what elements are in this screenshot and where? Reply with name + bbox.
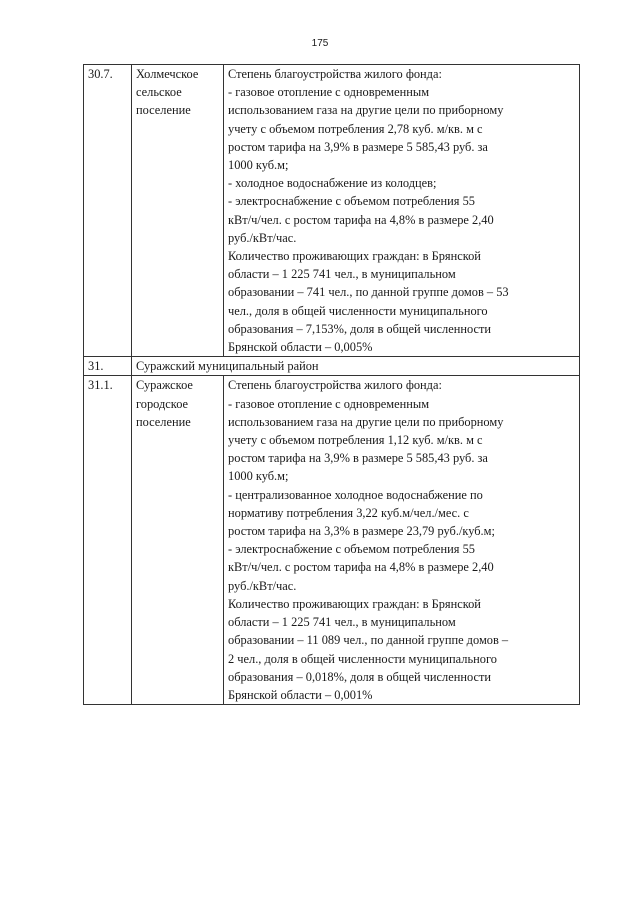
settlement-name [132, 376, 224, 705]
text-line: руб./кВт/час. [228, 578, 297, 593]
text-line: образования – 0,018%, доля в общей численности [228, 669, 492, 684]
name-line: Суражское [136, 378, 193, 393]
text-line: Брянской области – 0,001% [228, 687, 373, 702]
name-line: Холмечское [136, 67, 199, 81]
table-row [84, 65, 580, 357]
text-line: - электроснабжение с объемом потребления 55 [228, 194, 475, 209]
text-line: ростом тарифа на 3,3% в размере 23,79 руб./куб.м; [228, 524, 495, 539]
text-line: использованием газа на другие цели по приборному [228, 103, 504, 118]
text-line: образовании – 741 чел., по данной группе домов – 53 [228, 285, 509, 300]
text-line: учету с объемом потребления 2,78 куб. м/кв. м с [228, 121, 483, 136]
text-line: ростом тарифа на 3,9% в размере 5 585,43 руб. за [228, 139, 488, 154]
text-line: ростом тарифа на 3,9% в размере 5 585,43 руб. за [228, 451, 488, 466]
description-cell [224, 65, 580, 357]
text-line: - электроснабжение с объемом потребления 55 [228, 542, 475, 557]
text-line: кВт/ч/чел. с ростом тарифа на 4,8% в размере 2,40 [228, 212, 494, 227]
name-line: поселение [136, 103, 191, 118]
text-line: Количество проживающих граждан: в Брянской [228, 596, 481, 611]
text-line: 1000 куб.м; [228, 158, 289, 173]
row-number: 31. [84, 357, 132, 376]
table-row [84, 376, 580, 705]
text-line: образования – 7,153%, доля в общей численности [228, 321, 492, 336]
text-line: Брянской области – 0,005% [228, 340, 373, 355]
text-line: Степень благоустройства жилого фонда: [228, 378, 442, 393]
name-line: сельское [136, 85, 182, 100]
text-line: - централизованное холодное водоснабжение по [228, 487, 483, 502]
text-line: использованием газа на другие цели по приборному [228, 414, 504, 429]
text-line: образовании – 11 089 чел., по данной группе домов – [228, 633, 509, 648]
text-line: кВт/ч/чел. с ростом тарифа на 4,8% в размере 2,40 [228, 560, 494, 575]
text-line: 1000 куб.м; [228, 469, 289, 484]
tariff-table [83, 64, 580, 705]
name-line: городское [136, 396, 189, 411]
page-number: 175 [311, 38, 329, 49]
text-line: чел., доля в общей численности муниципального [228, 303, 488, 318]
text-line: области – 1 225 741 чел., в муниципальном [228, 267, 456, 282]
row-number: 30.7. [84, 65, 132, 357]
name-line: поселение [136, 414, 191, 429]
text-line: Степень благоустройства жилого фонда: [228, 67, 442, 81]
description-cell [224, 376, 580, 705]
text-line: области – 1 225 741 чел., в муниципальном [228, 615, 456, 630]
text-line: учету с объемом потребления 1,12 куб. м/кв. м с [228, 433, 483, 448]
text-line: - холодное водоснабжение из колодцев; [228, 176, 437, 191]
district-name: Суражский муниципальный район [132, 357, 580, 376]
text-line: руб./кВт/час. [228, 230, 297, 245]
settlement-name [132, 65, 224, 357]
text-line: 2 чел., доля в общей численности муниципального [228, 651, 497, 666]
text-line: - газовое отопление с одновременным [228, 85, 430, 100]
text-line: - газовое отопление с одновременным [228, 396, 430, 411]
text-line: нормативу потребления 3,22 куб.м/чел./мес. с [228, 505, 469, 520]
text-line: Количество проживающих граждан: в Брянской [228, 249, 481, 264]
table-row [84, 357, 580, 376]
row-number: 31.1. [84, 376, 132, 705]
